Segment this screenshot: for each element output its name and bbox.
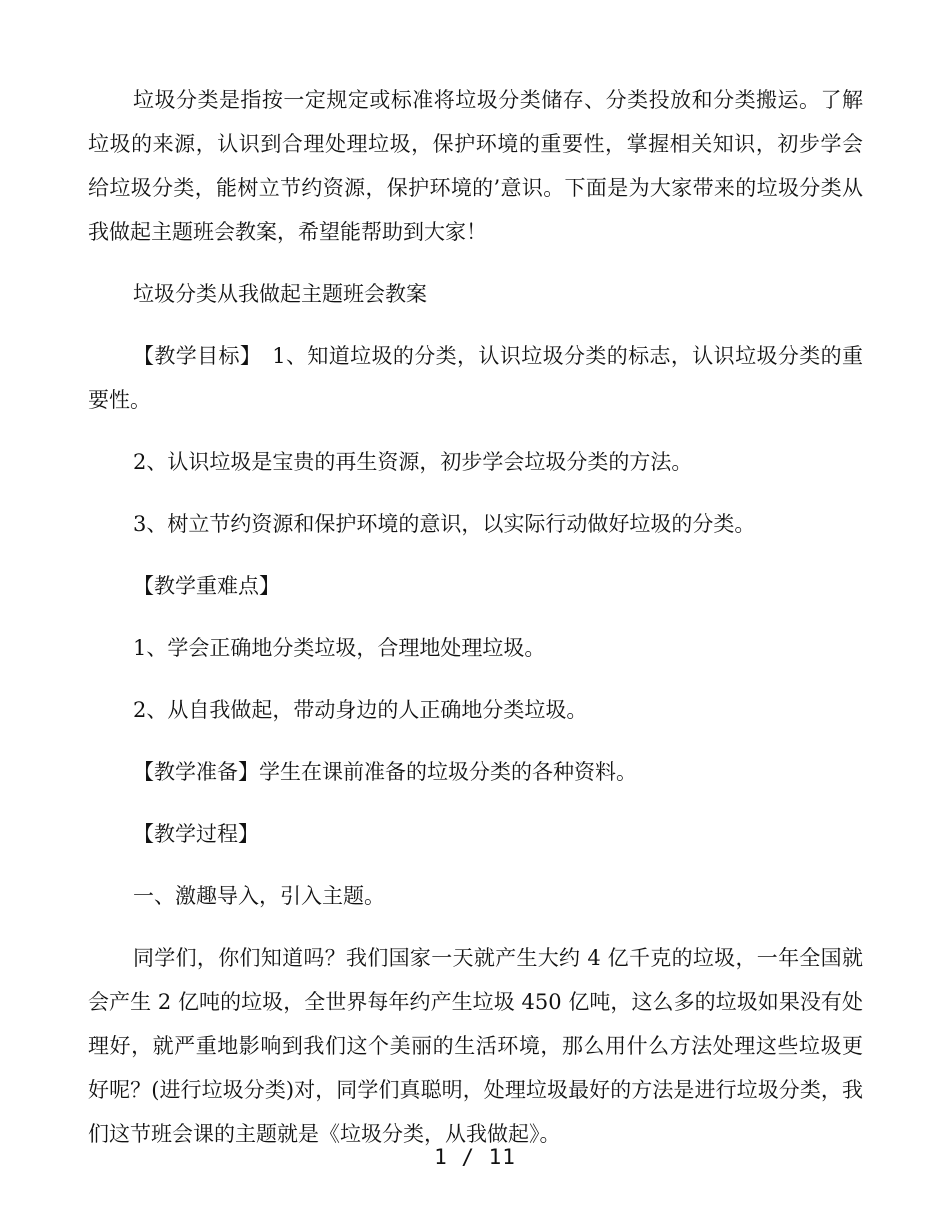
- teaching-objectives: 【教学目标】 1、知道垃圾的分类，认识垃圾分类的标志，认识垃圾分类的重要性。: [88, 344, 863, 412]
- document-title: 垃圾分类从我做起主题班会教案: [133, 282, 427, 306]
- objective-2: 2、认识垃圾是宝贵的再生资源，初步学会垃圾分类的方法。: [133, 450, 693, 474]
- document-body: [88, 78, 863, 1156]
- intro-paragraph: 垃圾分类是指按一定规定或标准将垃圾分类储存、分类投放和分类搬运。了解垃圾的来源，认识到合理处理垃圾，保护环境的重要性，掌握相关知识，初步学会给垃圾分类，能树立节约资源，保护环境的’意识。下面是为大家带来的垃圾分类从我做起主题班会教案，希望能帮助到大家！: [88, 88, 863, 244]
- objective-3: 3、树立节约资源和保护环境的意识，以实际行动做好垃圾的分类。: [133, 512, 756, 536]
- key-points-heading: 【教学重难点】: [133, 574, 280, 598]
- key-point-2: 2、从自我做起，带动身边的人正确地分类垃圾。: [133, 698, 588, 722]
- page-number: 1 / 11: [434, 1145, 516, 1169]
- section-1-paragraph: 同学们，你们知道吗？我们国家一天就产生大约 4 亿千克的垃圾，一年全国就会产生 2 亿吨的垃圾，全世界每年约产生垃圾 450 亿吨，这么多的垃圾如果没有处理好，就严重地影响到我们这个美丽的生活环境，那么用什么方法处理这些垃圾更好呢？(进行垃圾分类)对，同学们真聪明，处理垃圾最好的方法是进行垃圾分类，我们这节班会课的主题就是《垃圾分类，从我做起》。: [88, 946, 863, 1146]
- key-point-1: 1、学会正确地分类垃圾，合理地处理垃圾。: [133, 636, 546, 660]
- teaching-process-heading: 【教学过程】: [133, 822, 259, 846]
- section-1-heading: 一、激趣导入，引入主题。: [133, 884, 385, 908]
- teaching-preparation: 【教学准备】学生在课前准备的垃圾分类的各种资料。: [133, 760, 637, 784]
